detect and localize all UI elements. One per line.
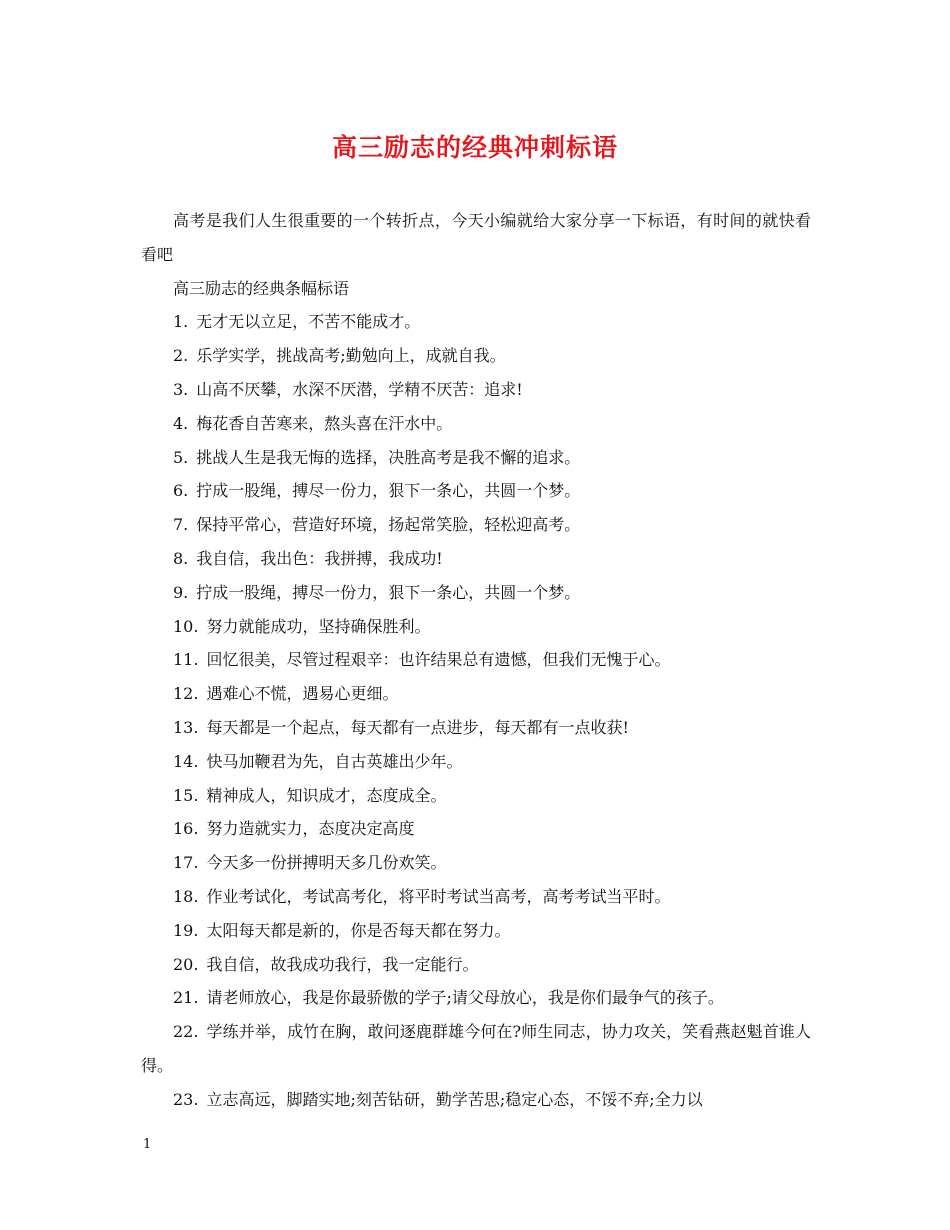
document-body (141, 204, 811, 1117)
list-item-number: 6. (173, 481, 189, 501)
list-item-text: 拧成一股绳，搏尽一份力，狠下一条心，共圆一个梦。 (196, 582, 581, 602)
page-number: 1 (143, 1137, 152, 1152)
intro-paragraph: 高考是我们人生很重要的一个转折点，今天小编就给大家分享一下标语，有时间的就快看看吧 (141, 211, 811, 264)
list-item-number: 4. (173, 413, 189, 433)
list-item-number: 5. (173, 447, 189, 467)
list-item (141, 339, 811, 373)
list-item-text: 立志高远，脚踏实地;刻苦钻研，勤学苦思;稳定心态，不馁不弃;全力以 (206, 1089, 703, 1109)
list-item-text: 精神成人，知识成才，态度成全。 (206, 785, 447, 805)
list-item (141, 948, 811, 982)
list-item (141, 981, 811, 1015)
list-item-number: 18. (173, 886, 199, 906)
list-item (141, 576, 811, 610)
list-item-text: 挑战人生是我无悔的选择，决胜高考是我不懈的追求。 (196, 447, 581, 467)
list-item-number: 13. (173, 717, 199, 737)
list-item-number: 14. (173, 751, 199, 771)
list-item (141, 474, 811, 508)
list-item-text: 回忆很美，尽管过程艰辛：也许结果总有遗憾，但我们无愧于心。 (206, 650, 671, 670)
list-item (141, 745, 811, 779)
list-item (141, 643, 811, 677)
list-item-number: 16. (173, 819, 199, 839)
list-item-text: 山高不厌攀，水深不厌潜，学精不厌苦：追求! (196, 379, 523, 399)
list-item (141, 812, 811, 846)
list-item-number: 2. (173, 346, 189, 366)
list-item-text: 努力就能成功，坚持确保胜利。 (206, 616, 431, 636)
list-item-number: 22. (173, 1022, 199, 1042)
list-item-text: 今天多一份拼搏明天多几份欢笑。 (206, 853, 447, 873)
list-item-number: 9. (173, 582, 189, 602)
list-item-text: 努力造就实力，态度决定高度 (206, 819, 415, 839)
list-item-text: 拧成一股绳，搏尽一份力，狠下一条心，共圆一个梦。 (196, 481, 581, 501)
slogan-list (141, 305, 811, 1116)
list-item-text: 作业考试化，考试高考化，将平时考试当高考，高考考试当平时。 (206, 886, 671, 906)
list-item (141, 880, 811, 914)
list-item-number: 20. (173, 954, 199, 974)
list-item-number: 1. (173, 312, 189, 332)
list-item-text: 梅花香自苦寒来，熬头喜在汗水中。 (196, 413, 453, 433)
list-item-number: 12. (173, 684, 199, 704)
list-item-text: 快马加鞭君为先，自古英雄出少年。 (206, 751, 463, 771)
list-item (141, 1083, 811, 1117)
list-item-text: 请老师放心，我是你最骄傲的学子;请父母放心，我是你们最争气的孩子。 (206, 988, 724, 1008)
list-item-text: 遇难心不慌，遇易心更细。 (206, 684, 399, 704)
list-item-number: 23. (173, 1089, 199, 1109)
list-item-number: 21. (173, 988, 199, 1008)
section-heading: 高三励志的经典条幅标语 (173, 278, 350, 298)
list-item-number: 7. (173, 515, 189, 535)
list-item-text: 学练并举，成竹在胸，敢问逐鹿群雄今何在?师生同志，协力攻关，笑看燕赵魁首谁人得。 (141, 1022, 811, 1075)
list-item (141, 610, 811, 644)
list-item (141, 677, 811, 711)
list-item-text: 保持平常心，营造好环境，扬起常笑脸，轻松迎高考。 (196, 515, 581, 535)
list-item-text: 无才无以立足，不苦不能成才。 (196, 312, 421, 332)
list-item-text: 太阳每天都是新的，你是否每天都在努力。 (206, 920, 511, 940)
list-item (141, 441, 811, 475)
list-item (141, 711, 811, 745)
list-item (141, 779, 811, 813)
list-item (141, 846, 811, 880)
list-item (141, 407, 811, 441)
list-item-number: 19. (173, 920, 199, 940)
document-title: 高三励志的经典冲刺标语 (331, 133, 618, 162)
list-item-text: 每天都是一个起点，每天都有一点进步，每天都有一点收获! (206, 717, 629, 737)
list-item-number: 17. (173, 853, 199, 873)
list-item (141, 508, 811, 542)
list-item-number: 11. (173, 650, 199, 670)
list-item-number: 3. (173, 379, 189, 399)
list-item-text: 我自信，故我成功我行，我一定能行。 (206, 954, 479, 974)
list-item (141, 914, 811, 948)
list-item-number: 10. (173, 616, 199, 636)
list-item-number: 8. (173, 548, 189, 568)
list-item (141, 305, 811, 339)
list-item-text: 乐学实学，挑战高考;勤勉向上，成就自我。 (196, 346, 506, 366)
list-item (141, 373, 811, 407)
list-item-number: 15. (173, 785, 199, 805)
list-item-text: 我自信，我出色：我拼搏，我成功! (196, 548, 443, 568)
list-item (141, 1015, 811, 1083)
list-item (141, 542, 811, 576)
